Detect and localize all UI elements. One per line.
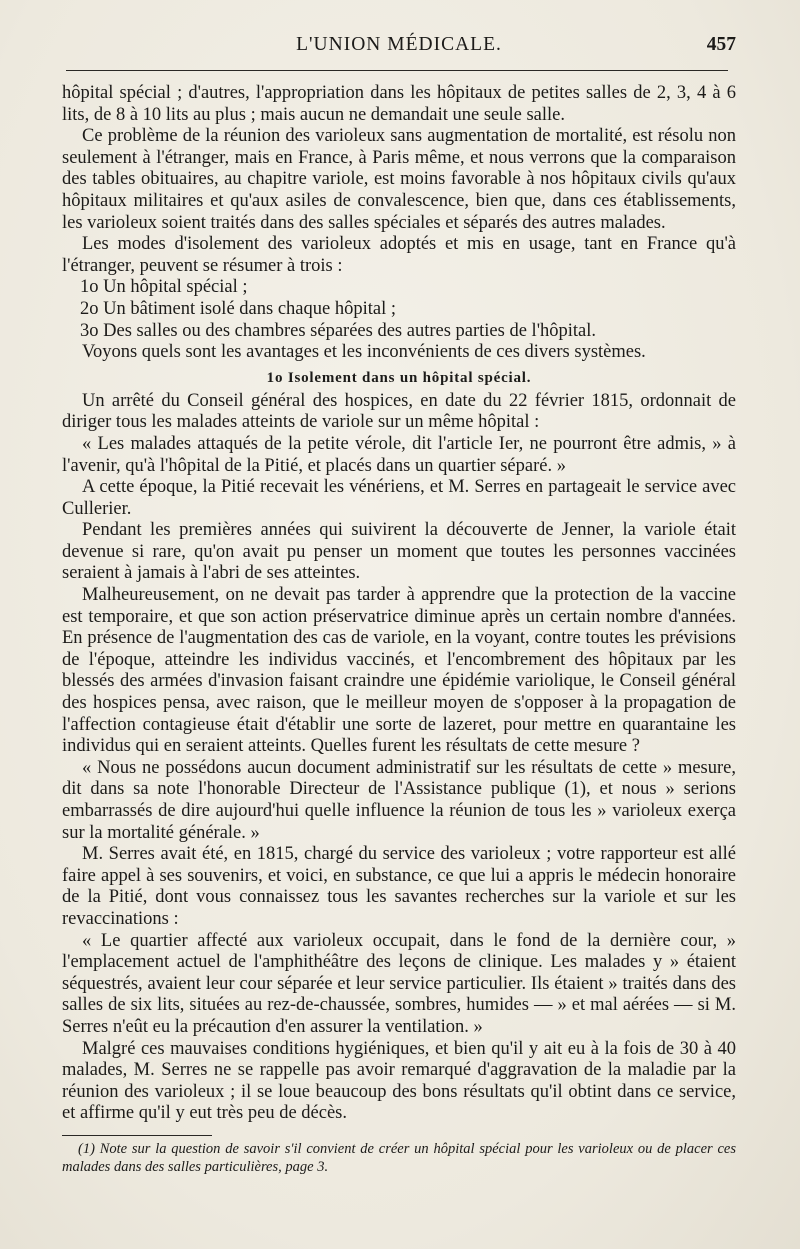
section-heading: 1o Isolement dans un hôpital spécial. <box>266 369 532 386</box>
list-item-separate-rooms: 3o Des salles ou des chambres séparées des autres parties de l'hôpital. <box>80 320 597 341</box>
quote-director: « Nous ne possédons aucun document administratif sur les résultats de cette » mesure, dit dans sa note l'honorable Directeur de l'Assistance publique (1), et nous » serions embarrassés de dire aujourd'hui quelle influence la réunion de tous les » varioleux exerça sur la mortalité générale. » <box>62 757 736 843</box>
paragraph-jenner: Pendant les premières années qui suivirent la découverte de Jenner, la variole était devenue si rare, qu'on avait pu penser un moment que toutes les personnes vaccinées seraient à jamais à l'abri de ses atteintes. <box>62 520 736 584</box>
paragraph-conditions: Malgré ces mauvaises conditions hygiéniques, et bien qu'il y ait eu à la fois de 30 à 40 malades, M. Serres ne se rappelle pas avoir remarqué d'aggravation de la maladie par la réunion des varioleux ; il se loue beaucoup des bons résultats qu'il obtint dans ce service, et affirme qu'il y eut très peu de décès. <box>62 1038 736 1124</box>
paragraph-serres: M. Serres avait été, en 1815, chargé du service des varioleux ; votre rapporteur est allé faire appel à ses souvenirs, et voici, en substance, ce que lui a appris le médecin honoraire de la Pitié, dont vous connaissez tous les savantes recherches sur la variole et sur les revaccinations : <box>62 844 736 929</box>
list-item-special-hospital: 1o Un hôpital spécial ; <box>80 277 248 298</box>
paragraph-arrete: Un arrêté du Conseil général des hospices, en date du 22 février 1815, ordonnait de diriger tous les malades atteints de variole sur un même hôpital : <box>62 390 736 433</box>
quote-quarter: « Le quartier affecté aux varioleux occupait, dans le fond de la dernière cour, » l'emplacement actuel de l'amphithéâtre des leçons de clinique. Les malades y » étaient séquestrés, avaient leur cour séparée et leur service particulier. Ils étaient » traités dans des salles de six lits, situées au rez-de-chaussée, sombres, humides — » et mal aérées — si M. Serres n'eût eu la précaution d'en assurer la ventilation. » <box>62 930 736 1037</box>
header-rule <box>66 70 728 71</box>
running-title: L'UNION MÉDICALE. <box>296 34 502 55</box>
footnote: (1) Note sur la question de savoir s'il convient de créer un hôpital spécial pour les varioleux ou de placer ces malades dans des salles particulières, page 3. <box>62 1140 736 1175</box>
paragraph-systems: Voyons quels sont les avantages et les inconvénients de ces divers systèmes. <box>82 342 646 363</box>
paragraph-pitie: A cette époque, la Pitié recevait les vénériens, et M. Serres en partageait le service avec Cullerier. <box>62 477 736 519</box>
paragraph-vaccine: Malheureusement, on ne devait pas tarder à apprendre que la protection de la vaccine est temporaire, et que son action préservatrice diminue après un certain nombre d'années. En présence de l'augmentation des cas de variole, en la voyant, contre toutes les prévisions de l'époque, atteindre les individus vaccinés, et l'encombrement des hôpitaux par les blessés des armées d'invasion faisant craindre une épidémie variolique, le Conseil général des hospices pensa, avec raison, que le meilleur moyen de s'opposer à la propagation de l'affection contagieuse était d'établir une sorte de lazeret, pour mettre en quarantaine les individus qui en seraient atteints. Quelles furent les résultats de cette mesure ? <box>62 585 736 757</box>
list-item-isolated-building: 2o Un bâtiment isolé dans chaque hôpital ; <box>80 298 396 319</box>
page-number: 457 <box>706 34 736 55</box>
paragraph-isolation-modes: Les modes d'isolement des varioleux adoptés et mis en usage, tant en France qu'à l'étranger, peuvent se résumer à trois : <box>62 234 736 276</box>
quote-article: « Les malades attaqués de la petite vérole, dit l'article Ier, ne pourront être admis, » à l'avenir, qu'à l'hôpital de la Pitié, et placés dans un quartier séparé. » <box>62 433 736 476</box>
paragraph-continuation: hôpital spécial ; d'autres, l'appropriation dans les hôpitaux de petites salles de 2, 3, 4 à 6 lits, de 8 à 10 lits au plus ; mais aucun ne demandait une seule salle. <box>62 83 736 125</box>
footnote-rule <box>62 1135 212 1136</box>
page-header <box>62 34 736 66</box>
paragraph-problem: Ce problème de la réunion des varioleux sans augmentation de mortalité, est résolu non seulement à l'étranger, mais en France, à Paris même, et nous verrons que la comparaison des tables obituaires, au chapitre variole, est moins favorable à nos hôpitaux civils qu'aux hôpitaux militaires et qu'aux asiles de convalescence, bien que, dans ces établissements, les varioleux soient traités dans des salles spéciales et séparés des autres malades. <box>62 126 736 233</box>
